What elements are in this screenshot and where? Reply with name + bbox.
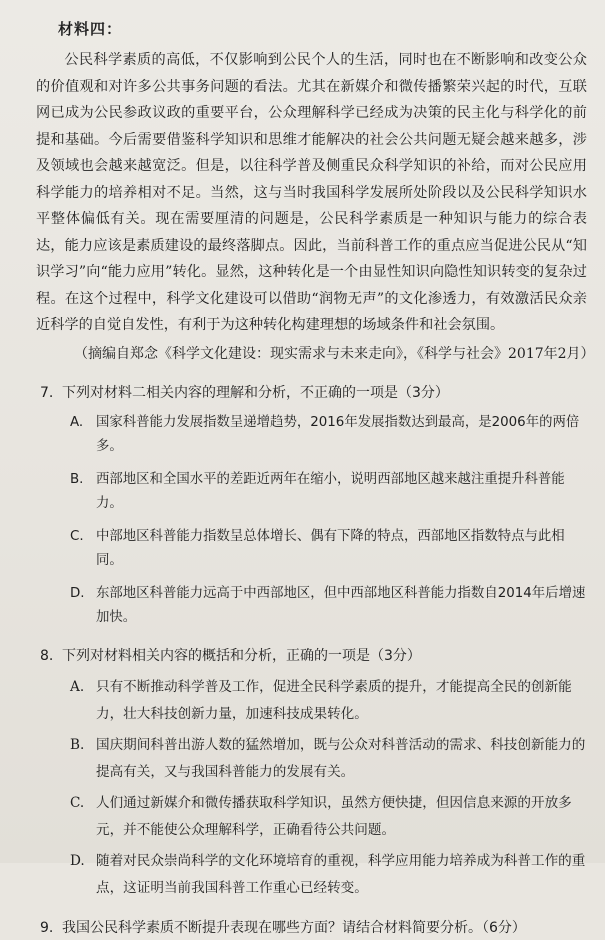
option-a xyxy=(70,411,587,459)
question-7 xyxy=(22,381,587,630)
option-text: 西部地区和全国水平的差距近两年在缩小，说明西部地区越来越注重提升科普能力。 xyxy=(96,471,565,511)
option-c xyxy=(70,790,587,844)
option-c xyxy=(70,525,587,573)
question-number: 7. xyxy=(40,384,54,401)
question-number: 9. xyxy=(40,919,54,936)
option-letter: D. xyxy=(70,585,85,601)
option-list xyxy=(70,674,587,902)
option-b xyxy=(70,468,587,516)
option-letter: A. xyxy=(70,414,84,430)
option-text: 东部地区科普能力远高于中西部地区，但中西部地区科普能力指数自2014年后增速加快。 xyxy=(96,585,586,625)
material-paragraph: 公民科学素质的高低，不仅影响到公民个人的生活，同时也在不断影响和改变公众的价值观和对许多公共事务问题的看法。尤其在新媒介和微传播繁荣兴起的时代，互联网已成为公民参政议政的重要平台，公众理解科学已经成为决策的民主化与科学化的前提和基础。今后需要借鉴科学知识和思维才能解决的社会公共问题无疑会越来越多，涉及领域也会越来越宽泛。但是，以往科学普及侧重民众科学知识的补给，而对公民应用科学能力的培养相对不足。当然，这与当时我国科学发展所处阶段以及公民科学知识水平整体偏低有关。现在需要厘清的问题是，公民科学素质是一种知识与能力的综合表达，能力应该是素质建设的最终落脚点。因此，当前科普工作的重点应当促进公民从“知识学习”向“能力应用”转化。显然，这种转化是一个由显性知识向隐性知识转变的复杂过程。在这个过程中，科学文化建设可以借助“润物无声”的文化渗透力，有效激活民众亲近科学的自觉自发性，有利于为这种转化构建理想的场域条件和社会氛围。 xyxy=(36,52,587,333)
option-list xyxy=(70,411,587,630)
question-9 xyxy=(22,916,587,940)
option-letter: B. xyxy=(70,736,85,753)
question-text: 我国公民科学素质不断提升表现在哪些方面？请结合材料简要分析。（6分） xyxy=(62,919,526,936)
option-a xyxy=(70,674,587,728)
question-stem xyxy=(40,916,587,940)
option-letter: C. xyxy=(70,794,85,811)
question-text: 下列对材料二相关内容的理解和分析，不正确的一项是（3分） xyxy=(62,384,449,401)
option-letter: D. xyxy=(70,852,85,869)
option-letter: C. xyxy=(70,528,84,544)
question-stem xyxy=(40,381,587,405)
option-text: 随着对民众崇尚科学的文化环境培育的重视，科学应用能力培养成为科普工作的重点，这证明当前我国科普工作重心已经转变。 xyxy=(96,852,586,896)
option-d xyxy=(70,582,587,630)
option-letter: B. xyxy=(70,471,84,487)
material-source: （摘编自郑念《科学文化建设：现实需求与未来走向》，《科学与社会》2017年2月） xyxy=(74,345,595,362)
option-text: 国家科普能力发展指数呈递增趋势，2016年发展指数达到最高，是2006年的两倍多。 xyxy=(96,414,580,454)
material-heading: 材料四： xyxy=(58,20,123,38)
option-text: 国庆期间科普出游人数的猛然增加，既与公众对科普活动的需求、科技创新能力的提高有关，又与我国科普能力的发展有关。 xyxy=(96,736,586,780)
question-stem xyxy=(40,644,587,668)
option-letter: A. xyxy=(70,678,85,695)
option-d xyxy=(70,848,587,902)
option-text: 只有不断推动科学普及工作，促进全民科学素质的提升，才能提高全民的创新能力，壮大科技创新力量，加速科技成果转化。 xyxy=(96,678,572,722)
option-b xyxy=(70,732,587,786)
question-number: 8. xyxy=(40,647,54,664)
option-text: 人们通过新媒介和微传播获取科学知识，虽然方便快捷，但因信息来源的开放多元，并不能使公众理解科学，正确看待公共问题。 xyxy=(96,794,572,838)
option-text: 中部地区科普能力指数呈总体增长、偶有下降的特点，西部地区指数特点与此相同。 xyxy=(96,528,565,568)
question-text: 下列对材料相关内容的概括和分析，正确的一项是（3分） xyxy=(62,647,421,664)
